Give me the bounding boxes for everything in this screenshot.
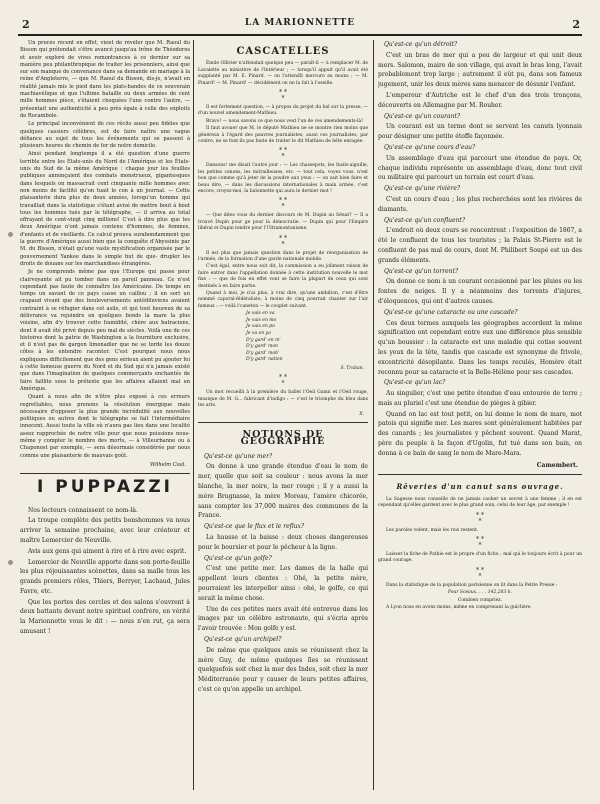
article-paragraph: Un procès récent en effet, vient de révéler que M. Raoul du Bisson qui prétendait s'être avancé jusqu'au trône de Théodoros et avoir exploré de vives remontrances à ce dernier sur sa manière peu philanthropique de traiter les prisonniers, ainsi que sur son manque de convenance dans sa demande en mariage à la reine d'Angleterre, — que M. Raoul du Bisson, dis-je, n'avait en réalité jamais mis le pied dans les plats-bandes de ce souverain machiavélique et que l'ultime bataille ou deux armées de cent mille hommes pièce, s'étaient choquées l'une contre l'autre, — présentait une authenticité à peu près égale à celle des exploits de Rocambole. <box>20 40 190 119</box>
cascatelle-paragraph: — Que dites vous du dernier discours de M. Dupin au Sénat? — Il a trouvé Dupin pour ge pour la démocratie. — Dupin qui pour l'Empire libéral et Dupin tendre pour l'Ultramontanisme. <box>198 213 368 232</box>
geo-question: Qu'est-ce qu'un détroit? <box>384 41 458 48</box>
section-divider <box>198 422 368 423</box>
separator-stars: * * * <box>279 88 287 102</box>
geo-answer: On donne ce nom à un courant occasionné par les pluies ou les fontes de neiges. Il y a néanmoins des torrents d'injures, d'éloquences, qui ont d'autres causes. <box>378 278 582 305</box>
geo-answer: Quand on lac est tout petit, on lui donne le nom de mare, mot patois qui signifie mer. Les mares sont généralement habitées par des canards ; les journalistes y pêchent souvent. Quand Marat, père du peuple à la façon d'Ugolin, fut tué dans son bain, on donna à ce bain de sang le nom de Mare-Mara. <box>378 410 582 457</box>
cascatelles-title: CASCATELLES <box>236 46 330 57</box>
separator-stars: * * * <box>476 566 484 580</box>
geo-answer: Une de ces petites mers avait été entrevue dans les images par un célèbre astronaute, qui s'écria après l'avoir trouvée : Mon golfe y est. <box>198 605 368 633</box>
puppazzi-title: I PUPPAZZI <box>36 477 173 498</box>
cascatelle-paragraph: Un mot recueilli à la première du ballet l'Oeil Gamn et l'Oeil rouge, musique de M. G... fabricant d'indigo : — c'est le triomphe du bleu dans les arts. <box>198 390 368 409</box>
verse-line: D'y gard' mon <box>246 344 278 350</box>
reverie-paragraph: Dans la statistique de la population parisienne on lit dans la Petite Presse : <box>386 582 558 588</box>
reverie-figure: Pour Sceaux. . . . 142,283 h. <box>447 590 513 596</box>
geo-answer: L'endroit où deux cours se rencontrent : l'exposition de 1867, a été le confluent de tous les touristes ; la Palais St-Pierre est le confluent de pas mal de cours, dont M. Philibert Soupé est un des grands éléments. <box>378 227 582 264</box>
puppazzi-paragraph: Avis aux gens qui aiment à rire et à rire avec esprit. <box>28 547 187 555</box>
binding-hole <box>8 560 13 565</box>
section-divider <box>378 474 582 475</box>
cascatelle-paragraph: Il est fortement question, — à propos du projet du bal sur la presse, — d'un nouvel amendement-Mathieu. <box>198 104 368 117</box>
geo-answer: L'empereur d'Autriche est le chef d'un des trois tronçons, découverts en Allemagne par M. Rouher. <box>378 91 582 109</box>
separator-stars: * * * <box>279 374 287 388</box>
song-verse <box>198 311 368 364</box>
verse-line: Je va en ya <box>246 331 271 337</box>
geo-question: Qu'est-ce qu'un golfe? <box>204 554 272 562</box>
cascatelle-paragraph: Quand à moi, je n'ai plus, à vrai dire, qu'une ambition, c'est d'être nommé caporal-fédéraliste, à moins de cinq pourrait chanter sur l'air fameux : — voilà l'caneton — le couplet suivant. <box>198 291 368 309</box>
puppazzi-paragraph: Nos lecteurs connaissent ce nom-là. <box>28 506 138 514</box>
geo-answer: Au singulier, c'est une petite étendue d'eau entourée de terre ; mais au pluriel c'est une étendue de pièges à gibier. <box>378 390 582 407</box>
cascatelle-paragraph: Bravo! — nous savons ce que nous veut l'un de ces amendements-là! <box>206 118 364 124</box>
separator-stars: * * * <box>279 197 287 211</box>
verse-line: Je vais en va <box>246 311 275 317</box>
geo-question: Qu'est-ce qu'un courant? <box>384 112 461 120</box>
geo-question: Qu'est-ce qu'un archipel? <box>204 635 282 643</box>
reverie-paragraph: Les paroles volent, mais les rois restent. <box>386 527 479 533</box>
separator-stars: * * * <box>279 147 287 161</box>
reverie-paragraph: Combien compriez. <box>457 597 503 603</box>
verse-line: Je vais en mo <box>246 317 277 323</box>
geo-question: Qu'est-ce qu'une rivière? <box>384 185 461 193</box>
separator-stars: * * * <box>279 234 287 248</box>
header-rule <box>18 34 582 36</box>
geo-signature: Camembert. <box>536 461 578 469</box>
geo-question: Qu'est-ce qu'un confluent? <box>384 216 466 224</box>
geo-question: Qu'est-ce qu'un torrent? <box>384 267 459 275</box>
geo-answer: De même que quelques amis se réunissent chez la mère Guy, de même quelques îles se réunissent quelquefois soit chez la mer des Indes, soit chez la mer Méditerranée pour y causer de leurs petites affaires, c'est ce qu'on appelle un archipel. <box>198 646 368 693</box>
verse-signature: S. Traban. <box>340 366 364 372</box>
page-number-right: 2 <box>572 18 580 31</box>
reverie-paragraph: Laisser la fiche de Pathie est le propre d'un fichu ; mal qui le toujours écrit à pour un grand courage. <box>378 551 582 564</box>
notions-title: NOTIONS DE GÉOGRAPHIE <box>240 429 326 448</box>
article-paragraph: Ainsi pendant longtemps il a été question d'une guerre terrible entre les États-unis du Nord de l'Amérique et les États-unis du Sud de la même Amérique : chaque jour les feuilles publiques annonçaient des combats monstrueux, gigantesques dans lesquels on massacrait cent cinquante mille hommes avec non moins de facilité qu'on tuait le con à un journal. — Cette plaisanterie dura plus de deux années, lorsqu'un homme qui travaillait dans la statistique s'étant avisé de mettre bout à bout tous les hommes tués par le télégraphe, — il arriva au total effrayant de cent-vingt cinq millions! C'est à dire plus que les deux Amérique n'ont jamais contenu d'hommes, de femmes, d'enfants et de vieillards. Ce calcul prouva surabondamment que la guerre d'Amérique aussi bien que la conquête d'Abyssinie par M. du Bisson, n'était qu'une vaste mystification organisée par le gouvernement Yankee dans le simple but de que- drupler les droits de douane sur les marchandises étrangères. <box>20 151 190 267</box>
column-rule <box>373 40 374 790</box>
geo-answer: C'est un bras de mer qui a peu de largeur et qui unit deux mers. Salomon, maire de son village, qui avait le bras long, l'avait probablement trop large ; autrement il eût pu, dans son fameux jugement, unir les deux mères sans menacer de désunir l'enfant. <box>378 51 582 89</box>
cascatelle-paragraph: Il est plus que jamais question dans le projet de réorganisation de l'armée, de la formation d'une garde nationale mobile. <box>198 250 368 263</box>
separator-stars: * * * <box>476 535 484 549</box>
geo-question: Qu'est-ce qu'un lac? <box>384 379 446 387</box>
column-1 <box>20 40 190 790</box>
cascatelle-paragraph: C'est égal, entre nous soit dit, la commission a eu joliment raison de faire entrer dans l'appellation donnée à cette institution nouvelle le mot fixe : — que de fois en effet vont se faire la plupart de ceux qui sont destinés à en faire partie. <box>198 264 368 289</box>
puppazzi-paragraph: Lemercier de Neuville apporte dans son porte-feuille les plus réjouissantes scènettes, dans sa malle tous les grands premiers rôles, Thiers, Berryer, Lachaud, Jules Favre, etc. <box>20 558 190 595</box>
article-paragraph: Le principal inconvénient de ces récits aussi peu fidèles que quelques cassiers célèbres, est de faire naître une vague défiance au sujet de tous les événements qui se passent à plusieurs heures de chemin de fer de notre domicile. <box>20 121 190 150</box>
separator-stars: * * * <box>476 511 484 525</box>
verse-line: D'y gard' nation <box>246 357 283 363</box>
verse-line: D'y gard' en m' <box>246 337 281 343</box>
reveries-title: Rêveries d'un canut sans ouvrage. <box>396 482 564 492</box>
column-rule <box>193 40 194 790</box>
geo-question: Qu'est-ce qu'une cours d'eau? <box>384 143 476 151</box>
verse-line: D'y gard' mob' <box>246 350 280 356</box>
geo-answer: C'est un cours d'eau ; les plus recherchées sont les rivières de diamants. <box>378 195 582 213</box>
binding-hole <box>8 232 13 237</box>
puppazzi-paragraph: Que les portes des cercles et des salons s'ouvrent à deux battants devant notre spirituel confrère, en vérité la Marionnette vous le dit : — nous n'en rut, ça sera amusant ! <box>20 598 190 636</box>
column-3 <box>378 40 582 790</box>
geo-question: Qu'est-ce qu'une mer? <box>204 452 273 460</box>
puppazzi-paragraph: La troupe complète des petits bonshommes va nous arriver la semaine prochaine, avec leur créateur et maître Lemercier de Neuville. <box>20 517 190 544</box>
cascatelle-paragraph: Émile Ollivier n'attendait quelque peu — paraît-il — à remplacer M. de Lavalette au ministère de l'Intérieur ; — lorsqu'il appuit qu'il avait été supplanté par M. E. Pinard. — on l'attendît mercure au moins ; — M. Pinard! — M. Pinard! — décidément on ne la fait à l'oseille. <box>198 61 368 86</box>
reverie-paragraph: A Lyon nous en avons moins, même en comprenant la guichère. <box>386 605 532 611</box>
article-signature: Wilhelm Coal. <box>149 461 186 468</box>
reverie-paragraph: La Sagesse nous conseille de ne jamais caoher un secret à une femme ; il en est cependant qu'elles gardent avec le plus grand soin, celui de leur âge, par exemple ! <box>378 496 582 509</box>
geo-question: Qu'est-ce que le flux et le reflux? <box>204 523 305 531</box>
page-number-left: 2 <box>22 18 30 31</box>
cascatelle-paragraph: Dansons! me disait l'autre jour : — Les chassepots, les fusils-aiguille, les petites canons, les mitrailleuses, etc. — tout cela, voyez vous, n'est bon que comme qu'à jeter de la poudre aux yeux : — on sait bien faire et beau dire, — dans les discussions internationales à main armée, c'est encore, croyez-moi, la baïonnette qui aura le dernier mot ! <box>198 163 368 194</box>
verse-line: Je vais en po <box>246 324 275 330</box>
geo-answer: La hausse et la baisse : deux choses dangereuses pour le boursier et pour le pêcheur à la ligne. <box>198 534 368 551</box>
cascatelle-paragraph: Il faut avouer que M. le député Mathieu ne se montre rien moins que généreux à l'égard des pauvres journalistes; aussi ces journalistes, par contre, ne se font-ils pas faute de traiter le dit Mathieu de bête enragée. <box>198 126 368 144</box>
geo-answer: On donne à une grande étendue d'eau le nom de mer, quelle que soit sa couleur : nous avons la mer blanche, la mer noire, la mer rouge ; il y a aussi la mère Brugnasse, la mère Moreau, l'amère chicorée, sans compter les 37,000 maires des communes de la France. <box>198 463 368 520</box>
article-paragraph: Quant à nous afin de n'être plus exposé à ces erreurs regrettables, nous prenons la résolution énergique mais nécessaire d'opposer la plus grande incrédulité aux nouvelles politiques ou autres dont le télégraphe se fait l'intermédiaire innocent. Aussi toute la ville où n'aura pas lieu dans une localité assez rapprochée de notre ville pour que nous puissions nous-même y compter le nombre des morts, — à Villeurbanne ou à Chaponost par exemple, — sera désormais considérée par nous comme une plaisanterie de mauvais goût. <box>20 394 190 459</box>
geo-answer: C'est une petite mer. Les dames de la halle qui appellent leurs clientes : Ohé, la petite mère, pourraient les interpeller ainsi : ohé, le golfe, ce qui serait la même chose. <box>198 565 368 602</box>
section-divider <box>20 473 190 474</box>
geo-answer: Un courant est un terme dont se servent les canuts lyonnais pour désigner une petite étoffe façonnée. <box>378 123 582 141</box>
geo-question: Qu'est-ce qu'une cataracte ou une cascade? <box>384 308 518 316</box>
article-paragraph: Je ne comprends même pas que l'Europe qui passe pour clairvoyante ait pu tomber dans un pareil panneau. Ce n'est cependant pas faute de connaître les Américains. De temps en temps un savant de ce pays casse un caillou ; il en sort un crapaud vivant que des bouleversements antédiluviens avaient contraint à se réfugier dans cet asile, et qui tout heureux de sa délivrance va rejoindre en quelques bonds la mare la plus voisine, afin d'y trouver cette humidité, chère aux batraciens, dont il avait été privé depuis peu mal de siècles. Voilà une de ces histoires dont la patrie de Washington a la fourniture exclusive, et il n'est pas de gargon limonadier que ne se torde les douze côtes à les entendre raconter. C'est pourquoi nous nous expliquons difficilement que des gens sérieux aient pu ajouter foi à cette fameuse guerre du Nord et du Sud qui n'a jamais existé que dans l'imagination de quelques commerçants enchantés de faire faillite sous le prétexte que les affaires allaient mal en Amérique. <box>20 269 190 392</box>
geo-answer: Un assemblage d'eau qui parcourt une étendue de pays. Or, chaque individu représente un assemblage d'eau, donc tout civil ou militaire qui parcourt un terrain est court d'eau. <box>378 154 582 182</box>
cascatelle-signature: X. <box>359 411 364 417</box>
column-2 <box>198 40 368 790</box>
masthead: LA MARIONNETTE <box>244 18 356 28</box>
geo-answer: Ces deux termes auxquels les géographes accordent la même signification ont cependant entre eux une différence plus sensible qu'un boussier : la cataracte est une maladie qui cotise souvent les yeux de la tête, tandis que cascade est synonyme de frivole, excentricité désopilante. Dans les temps reculés, Homère était reconnu pour sa cataracte et la Belle-Hélène pour ses cascades. <box>378 319 582 376</box>
